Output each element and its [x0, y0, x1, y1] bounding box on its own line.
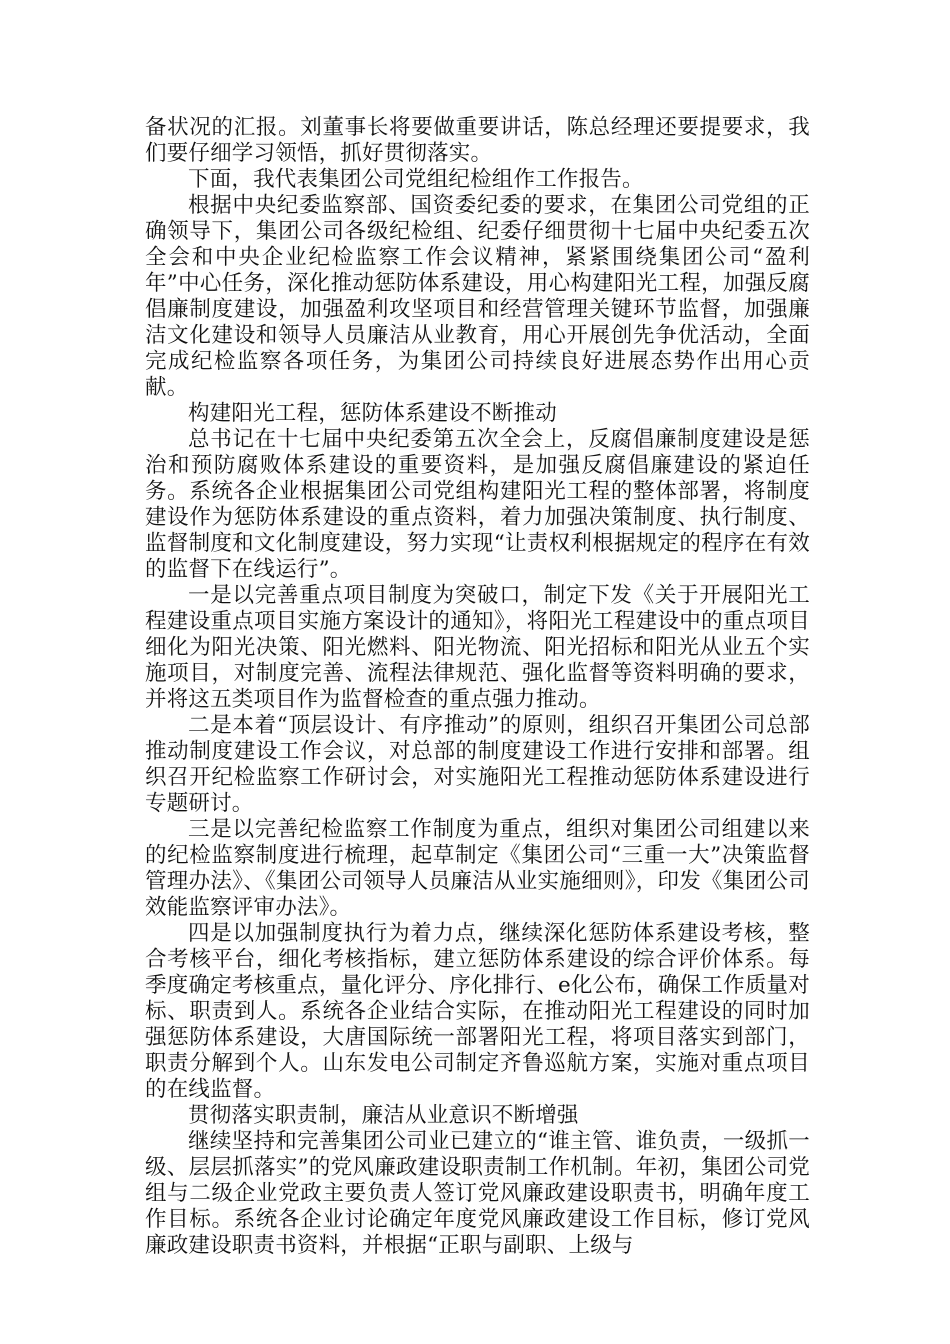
- paragraph: 二是本着“顶层设计、有序推动”的原则，组织召开集团公司总部推动制度建设工作会议，对总部的制度建设工作进行安排和部署。组织召开纪检监察工作研讨会，对实施阳光工程推动惩防体系建设进行专题研讨。: [145, 713, 810, 816]
- document-body: [145, 115, 810, 1259]
- paragraph: 根据中央纪委监察部、国资委纪委的要求，在集团公司党组的正确领导下，集团公司各级纪检组、纪委仔细贯彻十七届中央纪委五次全会和中央企业纪检监察工作会议精神，紧紧围绕集团公司“盈利年”中心任务，深化推动惩防体系建设，用心构建阳光工程，加强反腐倡廉制度建设，加强盈利攻坚项目和经营管理关键环节监督，加强廉洁文化建设和领导人员廉洁从业教育，用心开展创先争优活动，全面完成纪检监察各项任务，为集团公司持续良好进展态势作出用心贡献。: [145, 193, 810, 400]
- section-heading: 贯彻落实职责制，廉洁从业意识不断增强: [188, 1103, 579, 1128]
- section-heading: 构建阳光工程，惩防体系建设不断推动: [188, 401, 557, 426]
- paragraph: 继续坚持和完善集团公司业已建立的“谁主管、谁负责，一级抓一级、层层抓落实”的党风廉政建设职责制工作机制。年初，集团公司党组与二级企业党政主要负责人签订党风廉政建设职责书，明确年度工作目标。系统各企业讨论确定年度党风廉政建设工作目标，修订党风廉政建设职责书资料，并根据“正职与副职、上级与: [145, 1129, 810, 1258]
- paragraph-continuation: 备状况的汇报。刘董事长将要做重要讲话，陈总经理还要提要求，我们要仔细学习领悟，抓好贯彻落实。: [145, 115, 810, 166]
- paragraph: 一是以完善重点项目制度为突破口，制定下发《关于开展阳光工程建设重点项目实施方案设计的通知》，将阳光工程建设中的重点项目细化为阳光决策、阳光燃料、阳光物流、阳光招标和阳光从业五个实施项目，对制度完善、流程法律规范、强化监督等资料明确的要求，并将这五类项目作为监督检查的重点强力推动。: [145, 583, 810, 712]
- paragraph: 下面，我代表集团公司党组纪检组作工作报告。: [188, 167, 644, 192]
- paragraph: 四是以加强制度执行为着力点，继续深化惩防体系建设考核，整合考核平台，细化考核指标，建立惩防体系建设的综合评价体系。每季度确定考核重点，量化评分、序化排行、e化公布，确保工作质量对标、职责到人。系统各企业结合实际，在推动阳光工程建设的同时加强惩防体系建设，大唐国际统一部署阳光工程，将项目落实到部门，职责分解到个人。山东发电公司制定齐鲁巡航方案，实施对重点项目的在线监督。: [145, 921, 810, 1102]
- paragraph: 总书记在十七届中央纪委第五次全会上，反腐倡廉制度建设是惩治和预防腐败体系建设的重要资料，是加强反腐倡廉建设的紧迫任务。系统各企业根据集团公司党组构建阳光工程的整体部署，将制度建设作为惩防体系建设的重点资料，着力加强决策制度、执行制度、监督制度和文化制度建设，努力实现“让责权利根据规定的程序在有效的监督下在线运行”。: [145, 427, 810, 582]
- paragraph: 三是以完善纪检监察工作制度为重点，组织对集团公司组建以来的纪检监察制度进行梳理，起草制定《集团公司“三重一大”决策监督管理办法》、《集团公司领导人员廉洁从业实施细则》，印发《集团公司效能监察评审办法》。: [145, 817, 810, 920]
